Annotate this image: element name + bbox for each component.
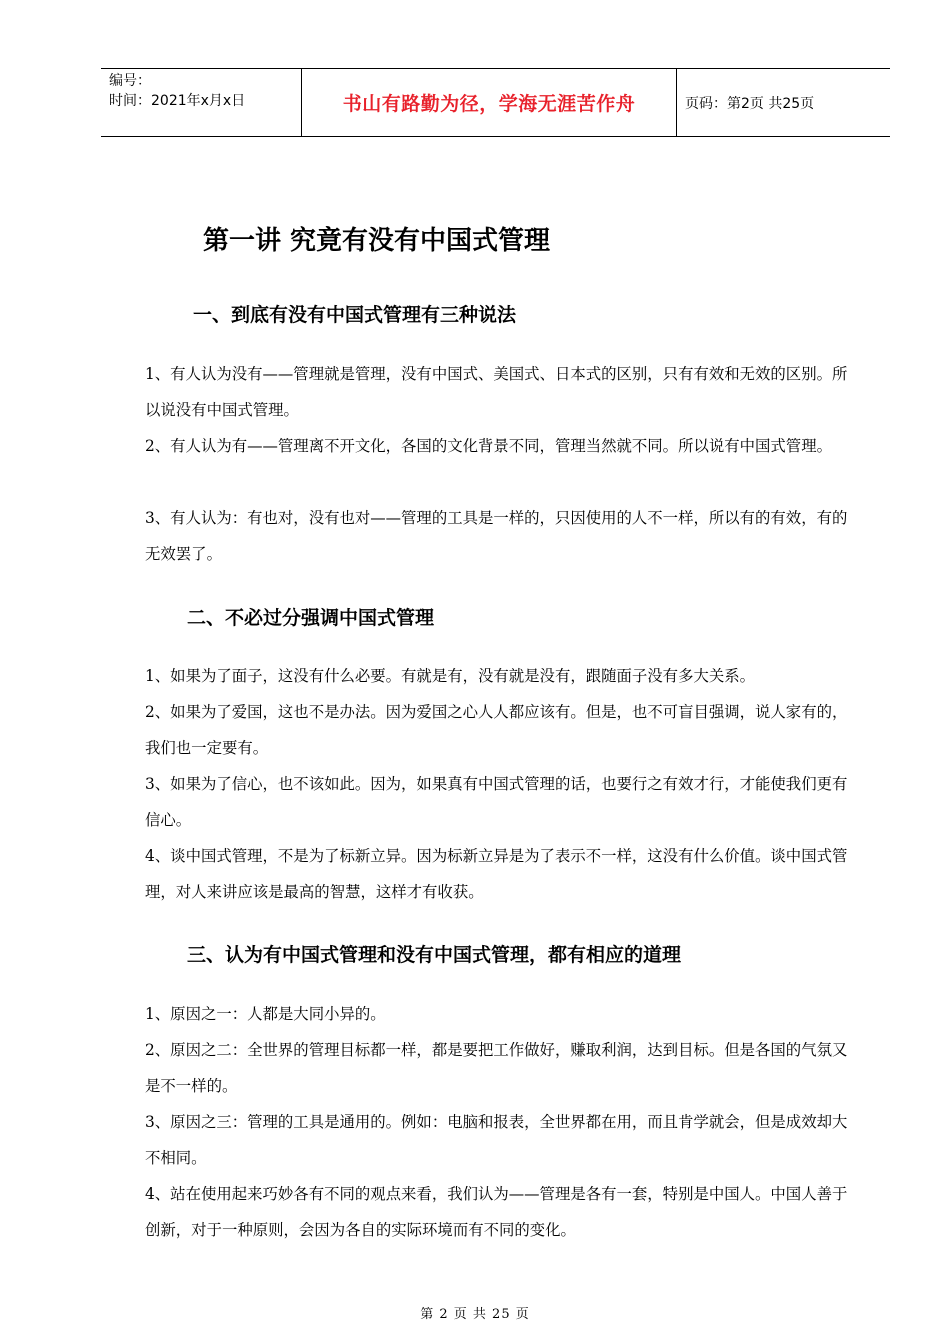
section-3-paragraph-1: 1、原因之一：人都是大同小异的。 [145, 1005, 386, 1023]
section-1-paragraph-3: 3、有人认为：有也对，没有也对——管理的工具是一样的，只因使用的人不一样，所以有的有效，有的无效罢了。 [145, 509, 848, 563]
page-footer: 第 2 页 共 25 页 [420, 1307, 530, 1322]
header-motto-cell [301, 69, 677, 136]
lecture-title: 第一讲 究竟有没有中国式管理 [203, 226, 551, 256]
section-3-heading: 三、认为有中国式管理和没有中国式管理，都有相应的道理 [187, 944, 682, 966]
section-3-paragraph-4: 4、站在使用起来巧妙各有不同的观点来看，我们认为——管理是各有一套，特别是中国人。中国人善于创新，对于一种原则，会因为各自的实际环境而有不同的变化。 [145, 1185, 848, 1239]
section-1-paragraph-2: 2、有人认为有——管理离不开文化，各国的文化背景不同，管理当然就不同。所以说有中国式管理。 [145, 437, 832, 455]
header-page-info: 页码：第2页 共25页 [685, 95, 815, 112]
section-1-paragraph-1: 1、有人认为没有——管理就是管理，没有中国式、美国式、日本式的区别，只有有效和无效的区别。所以说没有中国式管理。 [145, 365, 848, 419]
header-page-cell [677, 69, 890, 136]
header-motto: 书山有路勤为径，学海无涯苦作舟 [342, 93, 636, 115]
header-meta [101, 69, 301, 136]
page-header [101, 68, 890, 137]
section-2-paragraph-2: 2、如果为了爱国，这也不是办法。因为爱国之心人人都应该有。但是，也不可盲目强调，说人家有的，我们也一定要有。 [145, 703, 848, 757]
document-time-label: 时间：2021年x月x日 [109, 93, 246, 109]
section-2-paragraph-4: 4、谈中国式管理，不是为了标新立异。因为标新立异是为了表示不一样，这没有什么价值。谈中国式管理，对人来讲应该是最高的智慧，这样才有收获。 [145, 847, 848, 901]
section-1-heading: 一、到底有没有中国式管理有三种说法 [193, 304, 517, 326]
section-3-paragraph-2: 2、原因之二：全世界的管理目标都一样，都是要把工作做好，赚取利润，达到目标。但是各国的气氛又是不一样的。 [145, 1041, 848, 1095]
section-2-paragraph-3: 3、如果为了信心，也不该如此。因为，如果真有中国式管理的话，也要行之有效才行，才能使我们更有信心。 [145, 775, 848, 829]
section-2-heading: 二、不必过分强调中国式管理 [187, 607, 435, 629]
section-2-paragraph-1: 1、如果为了面子，这没有什么必要。有就是有，没有就是没有，跟随面子没有多大关系。 [145, 667, 756, 685]
document-code-label: 编号： [109, 73, 151, 89]
section-3-paragraph-3: 3、原因之三：管理的工具是通用的。例如：电脑和报表，全世界都在用，而且肯学就会，但是成效却大不相同。 [145, 1113, 848, 1167]
